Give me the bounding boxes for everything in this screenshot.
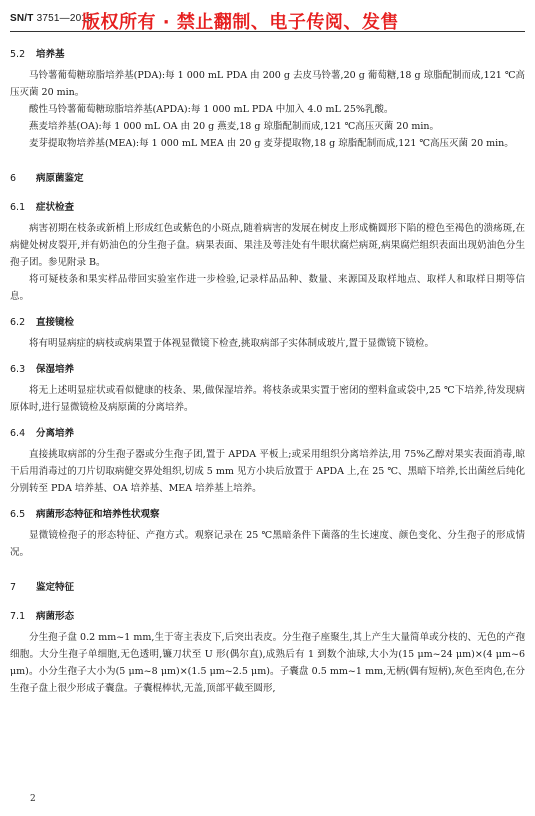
paragraph: 分生孢子盘 0.2 mm~1 mm,生于寄主表皮下,后突出表皮。分生孢子座聚生,其上产生大量简单或分枝的、无色的产孢细胞。大分生孢子单细胞,无色透明,镰刀状至 U 形(偶尔直),成熟后有 1 到数个油球,大小为(15 μm~24 μm)×(4 μm~6 μm)。小分生孢子大小为(5 μm~8 μm)×(1.5 μm~2.5 μm)。子囊盘 0.5 mm~1 mm,无柄(偶有短柄),灰色至肉色,在分生孢子盘上很少形成子囊盘。子囊棍棒状,无盖,顶部平截至圆形, (10, 632, 525, 694)
copyright-watermark: 版权所有 · 禁止翻制、电子传阅、发售 (82, 12, 399, 33)
section-heading (10, 361, 525, 375)
section-title: 症状检查 (36, 202, 75, 213)
section-heading (10, 46, 525, 60)
section-number: 6.1 (10, 202, 26, 213)
section-heading (10, 314, 525, 328)
document-body (10, 40, 525, 697)
section-number: 6.3 (10, 364, 26, 375)
section-heading (10, 608, 525, 622)
paragraph: 将可疑枝条和果实样品带回实验室作进一步检验,记录样品品种、数量、来源国及取样地点、取样人和取样日期等信息。 (10, 274, 525, 302)
paragraph: 显微镜检孢子的形态特征、产孢方式。观察记录在 25 ℃黑暗条件下菌落的生长速度、颜色变化、分生孢子的形成情况。 (10, 530, 525, 558)
paragraph: 将有明显病症的病枝或病果置于体视显微镜下检查,挑取病部子实体制成玻片,置于显微镜下镜检。 (29, 338, 435, 349)
section-number: 6.4 (10, 428, 26, 439)
section-heading (10, 199, 525, 213)
section-title: 培养基 (36, 49, 65, 60)
section-heading (10, 506, 525, 520)
paragraph: 马铃薯葡萄糖琼脂培养基(PDA):每 1 000 mL PDA 由 200 g 去皮马铃薯,20 g 葡萄糖,18 g 琼脂配制而成,121 ℃高压灭菌 20 min。 (10, 70, 525, 98)
standard-code (10, 13, 93, 24)
section-heading (10, 170, 525, 184)
section-title: 病菌形态 (36, 611, 75, 622)
section-title: 分离培养 (36, 428, 75, 439)
paragraph: 直接挑取病部的分生孢子器或分生孢子团,置于 APDA 平板上;或采用组织分离培养法,用 75%乙醇对果实表面消毒,晾干后用消毒过的刀片切取病健交界处组织,切成 5 mm 见方小块后放置于 APDA 上,在 25 ℃、黑暗下培养,长出菌丝后纯化分别转至 PDA 培养基、OA 培养基、MEA 培养基上培养。 (10, 449, 525, 494)
section-title: 直接镜检 (36, 317, 75, 328)
paragraph: 酸性马铃薯葡萄糖琼脂培养基(APDA):每 1 000 mL PDA 中加入 4.0 mL 25%乳酸。 (29, 104, 394, 115)
section-number: 6.5 (10, 509, 26, 520)
paragraph: 麦芽提取物培养基(MEA):每 1 000 mL MEA 由 20 g 麦芽提取物,18 g 琼脂配制而成,121 ℃高压灭菌 20 min。 (29, 138, 514, 149)
section-number: 6.2 (10, 317, 26, 328)
section-number: 7 (10, 582, 17, 593)
section-number: 7.1 (10, 611, 26, 622)
section-title: 病菌形态特征和培养性状观察 (36, 509, 160, 520)
section-heading (10, 579, 525, 593)
header-rule (10, 31, 525, 32)
section-number: 6 (10, 173, 17, 184)
section-number: 5.2 (10, 49, 26, 60)
section-title: 病原菌鉴定 (36, 173, 84, 184)
standard-number: 3751—2013 (36, 13, 93, 24)
section-heading (10, 425, 525, 439)
section-title: 鉴定特征 (36, 582, 75, 593)
paragraph: 将无上述明显症状或看似健康的枝条、果,做保湿培养。将枝条或果实置于密闭的塑料盒或袋中,25 ℃下培养,待发现病原体时,进行显微镜检及病原菌的分离培养。 (10, 385, 525, 413)
section-title: 保湿培养 (36, 364, 75, 375)
standard-prefix: SN/T (10, 13, 34, 24)
page-number: 2 (30, 794, 36, 804)
paragraph: 燕麦培养基(OA):每 1 000 mL OA 由 20 g 燕麦,18 g 琼脂配制而成,121 ℃高压灭菌 20 min。 (29, 121, 440, 132)
paragraph: 病害初期在枝条或新梢上形成红色或紫色的小斑点,随着病害的发展在树皮上形成椭圆形下陷的橙色至褐色的溃疡斑,在病健处树皮裂开,并有奶油色的分生孢子盘。病果表面、果洼及萼洼处有牛眼状腐烂病斑,病果腐烂组织表面出现奶油色分生孢子团。参见附录 B。 (10, 223, 525, 268)
